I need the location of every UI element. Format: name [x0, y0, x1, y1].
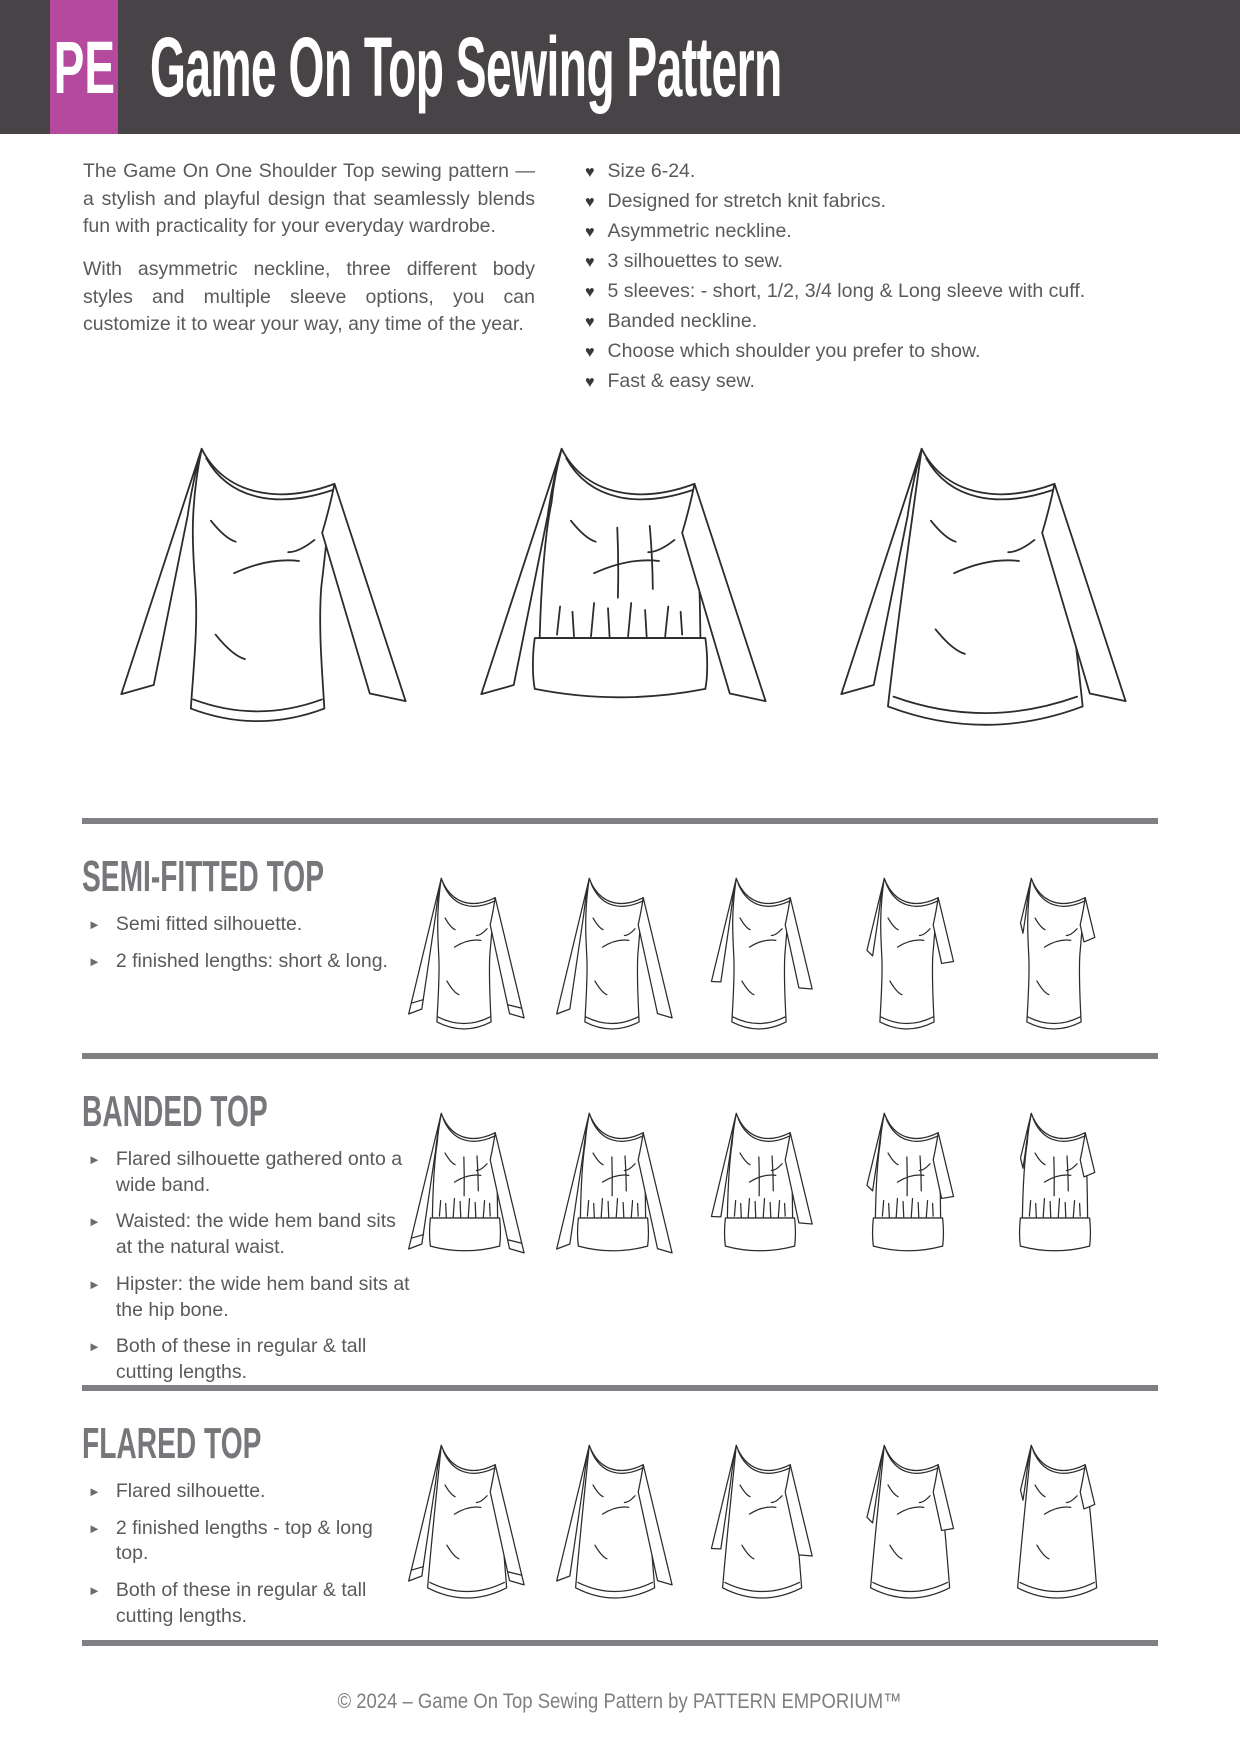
bullet-text: Waisted: the wide hem band sits at the natural waist. — [115, 1210, 396, 1259]
feature-item — [585, 187, 1170, 217]
feature-text: Asymmetric neckline. — [607, 220, 792, 242]
footer — [0, 1690, 1240, 1714]
divider — [82, 818, 1158, 824]
feature-item — [585, 247, 1170, 277]
triangle-bullet-icon: ► — [88, 1339, 101, 1355]
bullet-text: Hipster: the wide hem band sits at the hip bone. — [115, 1272, 410, 1321]
banded-long-sleeve-top-sketch — [455, 412, 795, 752]
divider — [82, 1640, 1158, 1646]
garment-sketch — [988, 1425, 1126, 1613]
garment-sketch — [455, 412, 795, 752]
feature-text: 5 sleeves: - short, 1/2, 3/4 long & Long sleeve with cuff. — [607, 280, 1086, 302]
bullet-text: 2 finished lengths - top & long top. — [115, 1516, 373, 1565]
triangle-bullet-icon: ► — [88, 1583, 101, 1599]
divider — [82, 1385, 1158, 1391]
garment-row — [398, 1093, 1126, 1281]
flared-three-quarter-sleeve — [693, 1425, 831, 1613]
bullet-item — [88, 949, 410, 975]
logo-text: PE — [53, 25, 115, 109]
heart-bullet-icon: ♥ — [585, 284, 595, 301]
bullet-item — [88, 1272, 410, 1323]
garment-sketch — [841, 1093, 979, 1281]
garment-sketch — [546, 1093, 684, 1281]
section-bullet-list — [88, 912, 410, 985]
bullet-text: Semi fitted silhouette. — [115, 913, 303, 935]
feature-item — [585, 277, 1170, 307]
bullet-item — [88, 1334, 410, 1385]
feature-list — [585, 157, 1170, 397]
heart-bullet-icon: ♥ — [585, 164, 595, 181]
feature-text: 3 silhouettes to sew. — [607, 250, 784, 272]
bullet-item — [88, 1147, 410, 1198]
section-semi-fitted — [0, 818, 1240, 1053]
garment-sketch — [841, 858, 979, 1046]
header-bar — [0, 0, 1240, 134]
semi-fitted-long-sleeve-with-cuff — [398, 858, 536, 1046]
section-bullet-list — [88, 1479, 410, 1641]
section-heading: SEMI-FITTED TOP — [82, 852, 324, 901]
intro-description — [83, 158, 535, 354]
semi-fitted-three-quarter-sleeve — [693, 858, 831, 1046]
semi-fitted-long-sleeve-top-sketch — [95, 412, 435, 752]
bullet-text: Flared silhouette. — [115, 1480, 266, 1502]
flared-long-sleeve — [546, 1425, 684, 1613]
semi-fitted-long-sleeve — [546, 858, 684, 1046]
pattern-emporium-logo — [50, 0, 118, 134]
banded-long-sleeve — [546, 1093, 684, 1281]
banded-three-quarter-sleeve — [693, 1093, 831, 1281]
heart-bullet-icon: ♥ — [585, 194, 595, 211]
banded-short-sleeve — [988, 1093, 1126, 1281]
flared-long-sleeve-with-cuff — [398, 1425, 536, 1613]
feature-text: Choose which shoulder you prefer to show. — [607, 340, 981, 362]
feature-text: Fast & easy sew. — [607, 370, 755, 392]
semi-fitted-half-sleeve — [841, 858, 979, 1046]
garment-row — [398, 858, 1126, 1046]
garment-sketch — [988, 858, 1126, 1046]
bullet-item — [88, 1578, 410, 1629]
heart-bullet-icon: ♥ — [585, 314, 595, 331]
section-heading: FLARED TOP — [82, 1419, 262, 1468]
section-heading: BANDED TOP — [82, 1087, 268, 1136]
banded-long-sleeve-with-cuff — [398, 1093, 536, 1281]
triangle-bullet-icon: ► — [88, 953, 101, 969]
garment-sketch — [546, 858, 684, 1046]
feature-text: Banded neckline. — [607, 310, 758, 332]
triangle-bullet-icon: ► — [88, 917, 101, 932]
bullet-text: Both of these in regular & tall cutting lengths. — [115, 1579, 367, 1627]
bullet-item — [88, 912, 410, 938]
bullet-text: Flared silhouette gathered onto a wide band. — [115, 1148, 403, 1196]
flared-half-sleeve — [841, 1425, 979, 1613]
feature-item — [585, 337, 1170, 367]
feature-item — [585, 217, 1170, 247]
footer-copyright: © 2024 – Game On Top Sewing Pattern by PATTERN EMPORIUM™ — [337, 1690, 903, 1713]
feature-item — [585, 157, 1170, 187]
triangle-bullet-icon: ► — [88, 1484, 101, 1499]
feature-item — [585, 307, 1170, 337]
garment-sketch — [841, 1425, 979, 1613]
divider — [82, 1053, 1158, 1059]
intro-paragraph: The Game On One Shoulder Top sewing pattern — a stylish and playful design that seamlessly blends fun with practicality for your everyday wardrobe. — [83, 160, 535, 238]
garment-sketch — [693, 1425, 831, 1613]
section-banded — [0, 1053, 1240, 1385]
bullet-text: 2 finished lengths: short & long. — [115, 949, 388, 972]
garment-sketch — [398, 1093, 536, 1281]
garment-sketch — [546, 1425, 684, 1613]
bullet-item — [88, 1209, 410, 1260]
bullet-item — [88, 1516, 410, 1567]
banded-half-sleeve — [841, 1093, 979, 1281]
heart-bullet-icon: ♥ — [585, 224, 595, 241]
garment-sketch — [693, 1093, 831, 1281]
feature-item — [585, 367, 1170, 397]
garment-row — [398, 1425, 1126, 1613]
feature-text: Size 6-24. — [607, 160, 696, 182]
heart-bullet-icon: ♥ — [585, 374, 595, 391]
garment-sketch — [815, 412, 1155, 752]
triangle-bullet-icon: ► — [88, 1152, 101, 1167]
triangle-bullet-icon: ► — [88, 1276, 101, 1292]
semi-fitted-short-sleeve — [988, 858, 1126, 1046]
heart-bullet-icon: ♥ — [585, 254, 595, 271]
garment-sketch — [693, 858, 831, 1046]
hero-illustrations — [95, 412, 1155, 752]
triangle-bullet-icon: ► — [88, 1214, 101, 1230]
intro-paragraph: With asymmetric neckline, three different body styles and multiple sleeve options, you can customize it to wear your way, any time of the year. — [83, 258, 535, 336]
feature-text: Designed for stretch knit fabrics. — [607, 190, 887, 212]
garment-sketch — [95, 412, 435, 752]
triangle-bullet-icon: ► — [88, 1520, 101, 1536]
flared-long-sleeve-top-sketch — [815, 412, 1155, 752]
bullet-text: Both of these in regular & tall cutting lengths. — [115, 1335, 367, 1384]
bullet-item — [88, 1479, 410, 1505]
flared-short-sleeve — [988, 1425, 1126, 1613]
garment-sketch — [398, 1425, 536, 1613]
heart-bullet-icon: ♥ — [585, 344, 595, 361]
garment-sketch — [988, 1093, 1126, 1281]
section-flared — [0, 1385, 1240, 1640]
section-bullet-list — [88, 1147, 410, 1397]
page-title: Game On Top Sewing Pattern — [150, 19, 782, 114]
garment-sketch — [398, 858, 536, 1046]
